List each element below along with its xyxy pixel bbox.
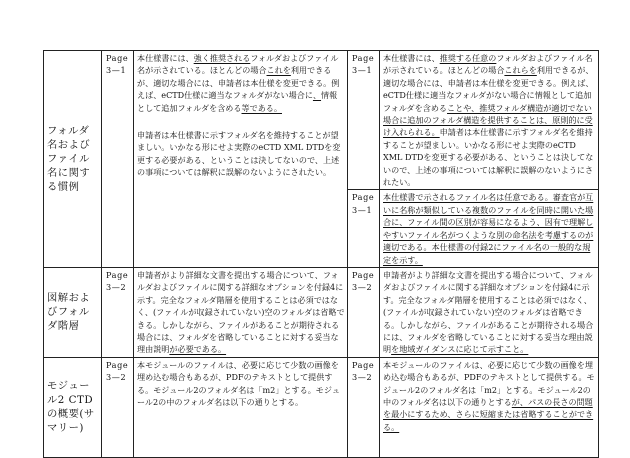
revised-text-cell	[380, 357, 599, 457]
revised-text-cell	[380, 190, 599, 267]
revised-text	[383, 191, 596, 265]
comparison-table	[43, 50, 599, 458]
table-row	[44, 51, 599, 190]
revised-text	[383, 359, 596, 433]
current-text	[137, 269, 345, 356]
comparison-table-page	[43, 50, 599, 458]
current-text-cell	[134, 51, 348, 268]
current-text	[137, 359, 345, 409]
topic-cell: 図解およびフォルダ階層	[44, 267, 102, 357]
page-ref-left	[102, 51, 134, 268]
text-span: フォルダおよびファイル名が示されている。ほとんどの場合	[383, 53, 593, 76]
table-row	[44, 267, 599, 357]
text-span: 申請者は本仕様書に示すフォルダ名を維持することが望ましい。いかなる形にせよ実際のeCTD XML DTDを変更する必要がある、ということは決してないので、上述の事項については解釈に誤解のないようにされたい。	[383, 127, 594, 188]
underlined-text: 本仕様書で示されるファイル名は任意である。審査官が互いに名称が類似している複数のファイルを同時に開いた場合に、ファイル間の区別が容易になるよう、因有で理解しやすいファイル名がつくような別の命名法を考慮するのが適切である。本仕様書の付録2にファイル名の一般的な規定を示す。	[383, 192, 594, 265]
current-text-cell	[134, 267, 348, 357]
page-ref-right	[348, 357, 380, 457]
text-span: 本モジュールのファイルは、必要に応じて少数の画像を埋め込む場合もあるが、PDFのテキストとして提供する。モジュール2のフォルダ名は「m2」とする。モジュール2の中のフォルダ名は以下の通りとする。	[137, 359, 340, 407]
revised-text-cell	[380, 51, 599, 190]
text-span: 本仕様書には、	[383, 53, 440, 63]
text-span: フォルダおよびファイル名が示されている。ほとんどの場合	[137, 53, 339, 76]
topic-cell: モジュール2 CTDの概要(サマリー)	[44, 357, 102, 457]
underlined-text: これを	[266, 65, 291, 76]
underlined-text: ことや、推奨フォルダ構造が適切でない場合に追加のフォルダ構造を提供することは、原則的に受け入れられる。	[383, 102, 593, 138]
underlined-text: 推奨する任意の	[439, 53, 497, 63]
table-row	[44, 357, 599, 457]
text-span: 利用できるが、適切な場合には、申請者は本仕様を変更できる。例えば、eCTD仕様に適当なフォルダがない場合に	[137, 65, 340, 101]
text-span: 申請者がより詳細な文書を提出する場合について、フォルダおよびファイルに関する詳細なオプションを付録4に示す。完全なフォルダ階層を使用することは必須ではなく、(ファイルが収録されていない)空のフォルダは省略できる。しかしながら、ファイルがあることが期待される場合には、フォルダを省略していることに対する妥当な理由説明	[137, 269, 345, 355]
page-ref-text: Page 3—2	[352, 269, 375, 293]
underlined-text: これらを	[504, 65, 537, 76]
revised-text	[383, 269, 596, 356]
text-span: 本モジュールのファイルは、必要に応じて少数の画像を埋め込む場合もあるが、PDFのテキストとして提供する。モジュール2のフォルダ名は「m2」とする。モジュール2の中のフォルダ名は以下の通りとする	[383, 359, 595, 407]
page-ref-text: Page 3—2	[106, 359, 129, 383]
page-ref-text: Page 3—1	[352, 192, 375, 215]
underlined-text: 強く推奨される	[193, 53, 251, 63]
text-span: 本仕様書には、	[137, 53, 194, 63]
current-text-para-2: 申請者は本仕様書に示すフォルダ名を維持することが望ましい。いかなる形にせよ実際のeCTD XML DTDを変更する必要がある、ということは決してないので、上述の事項については解釈に誤解のないようにされたい。	[137, 130, 341, 178]
page-ref-text: Page 3—2	[352, 359, 375, 383]
underlined-text: が、パスの長さの問題を最小にするため、さらに短縮または省略することができる。	[383, 396, 594, 432]
current-text-cell	[134, 357, 348, 457]
page-ref-right	[348, 190, 380, 267]
topic-cell: フォルダ名およびファイル名に関する慣例	[44, 51, 102, 268]
underlined-text: が必要である。	[169, 344, 227, 355]
page-ref-right	[348, 267, 380, 357]
text-span: 申請者がより詳細な文書を提出する場合について、フォルダおよびファイルに関する詳細なオプションを付録4に示す。完全なフォルダ階層を使用することは必須ではなく、(ファイルが収録されていない)空のフォルダは省略できる。しかしながら、ファイルがあることが期待される場合には、フォルダを省略していることに対する妥当な理由説明	[383, 269, 594, 355]
page-ref-left	[102, 357, 134, 457]
underlined-text: を地域ガイダンスに応じて示すこと。	[391, 344, 529, 355]
page-ref-left	[102, 267, 134, 357]
current-text-para-1	[137, 52, 345, 114]
underlined-text: 、	[312, 90, 322, 101]
page-ref-text: Page 3—1	[106, 53, 129, 76]
page-ref-right	[348, 51, 380, 190]
text-span: 情報として追加フォルダを含める	[137, 90, 338, 113]
page-ref-text: Page 3—2	[106, 269, 129, 293]
underlined-text: 等である。	[241, 102, 282, 113]
revised-text-cell	[380, 267, 599, 357]
page-ref-text: Page 3—1	[352, 53, 375, 76]
revised-text	[383, 52, 596, 188]
text-span: 利用できるが、適切な場合には、申請者は本仕様を変更できる。例えば、eCTD仕様に適当なフォルダがない場合に情報として追加フォルダを含める	[383, 65, 594, 113]
